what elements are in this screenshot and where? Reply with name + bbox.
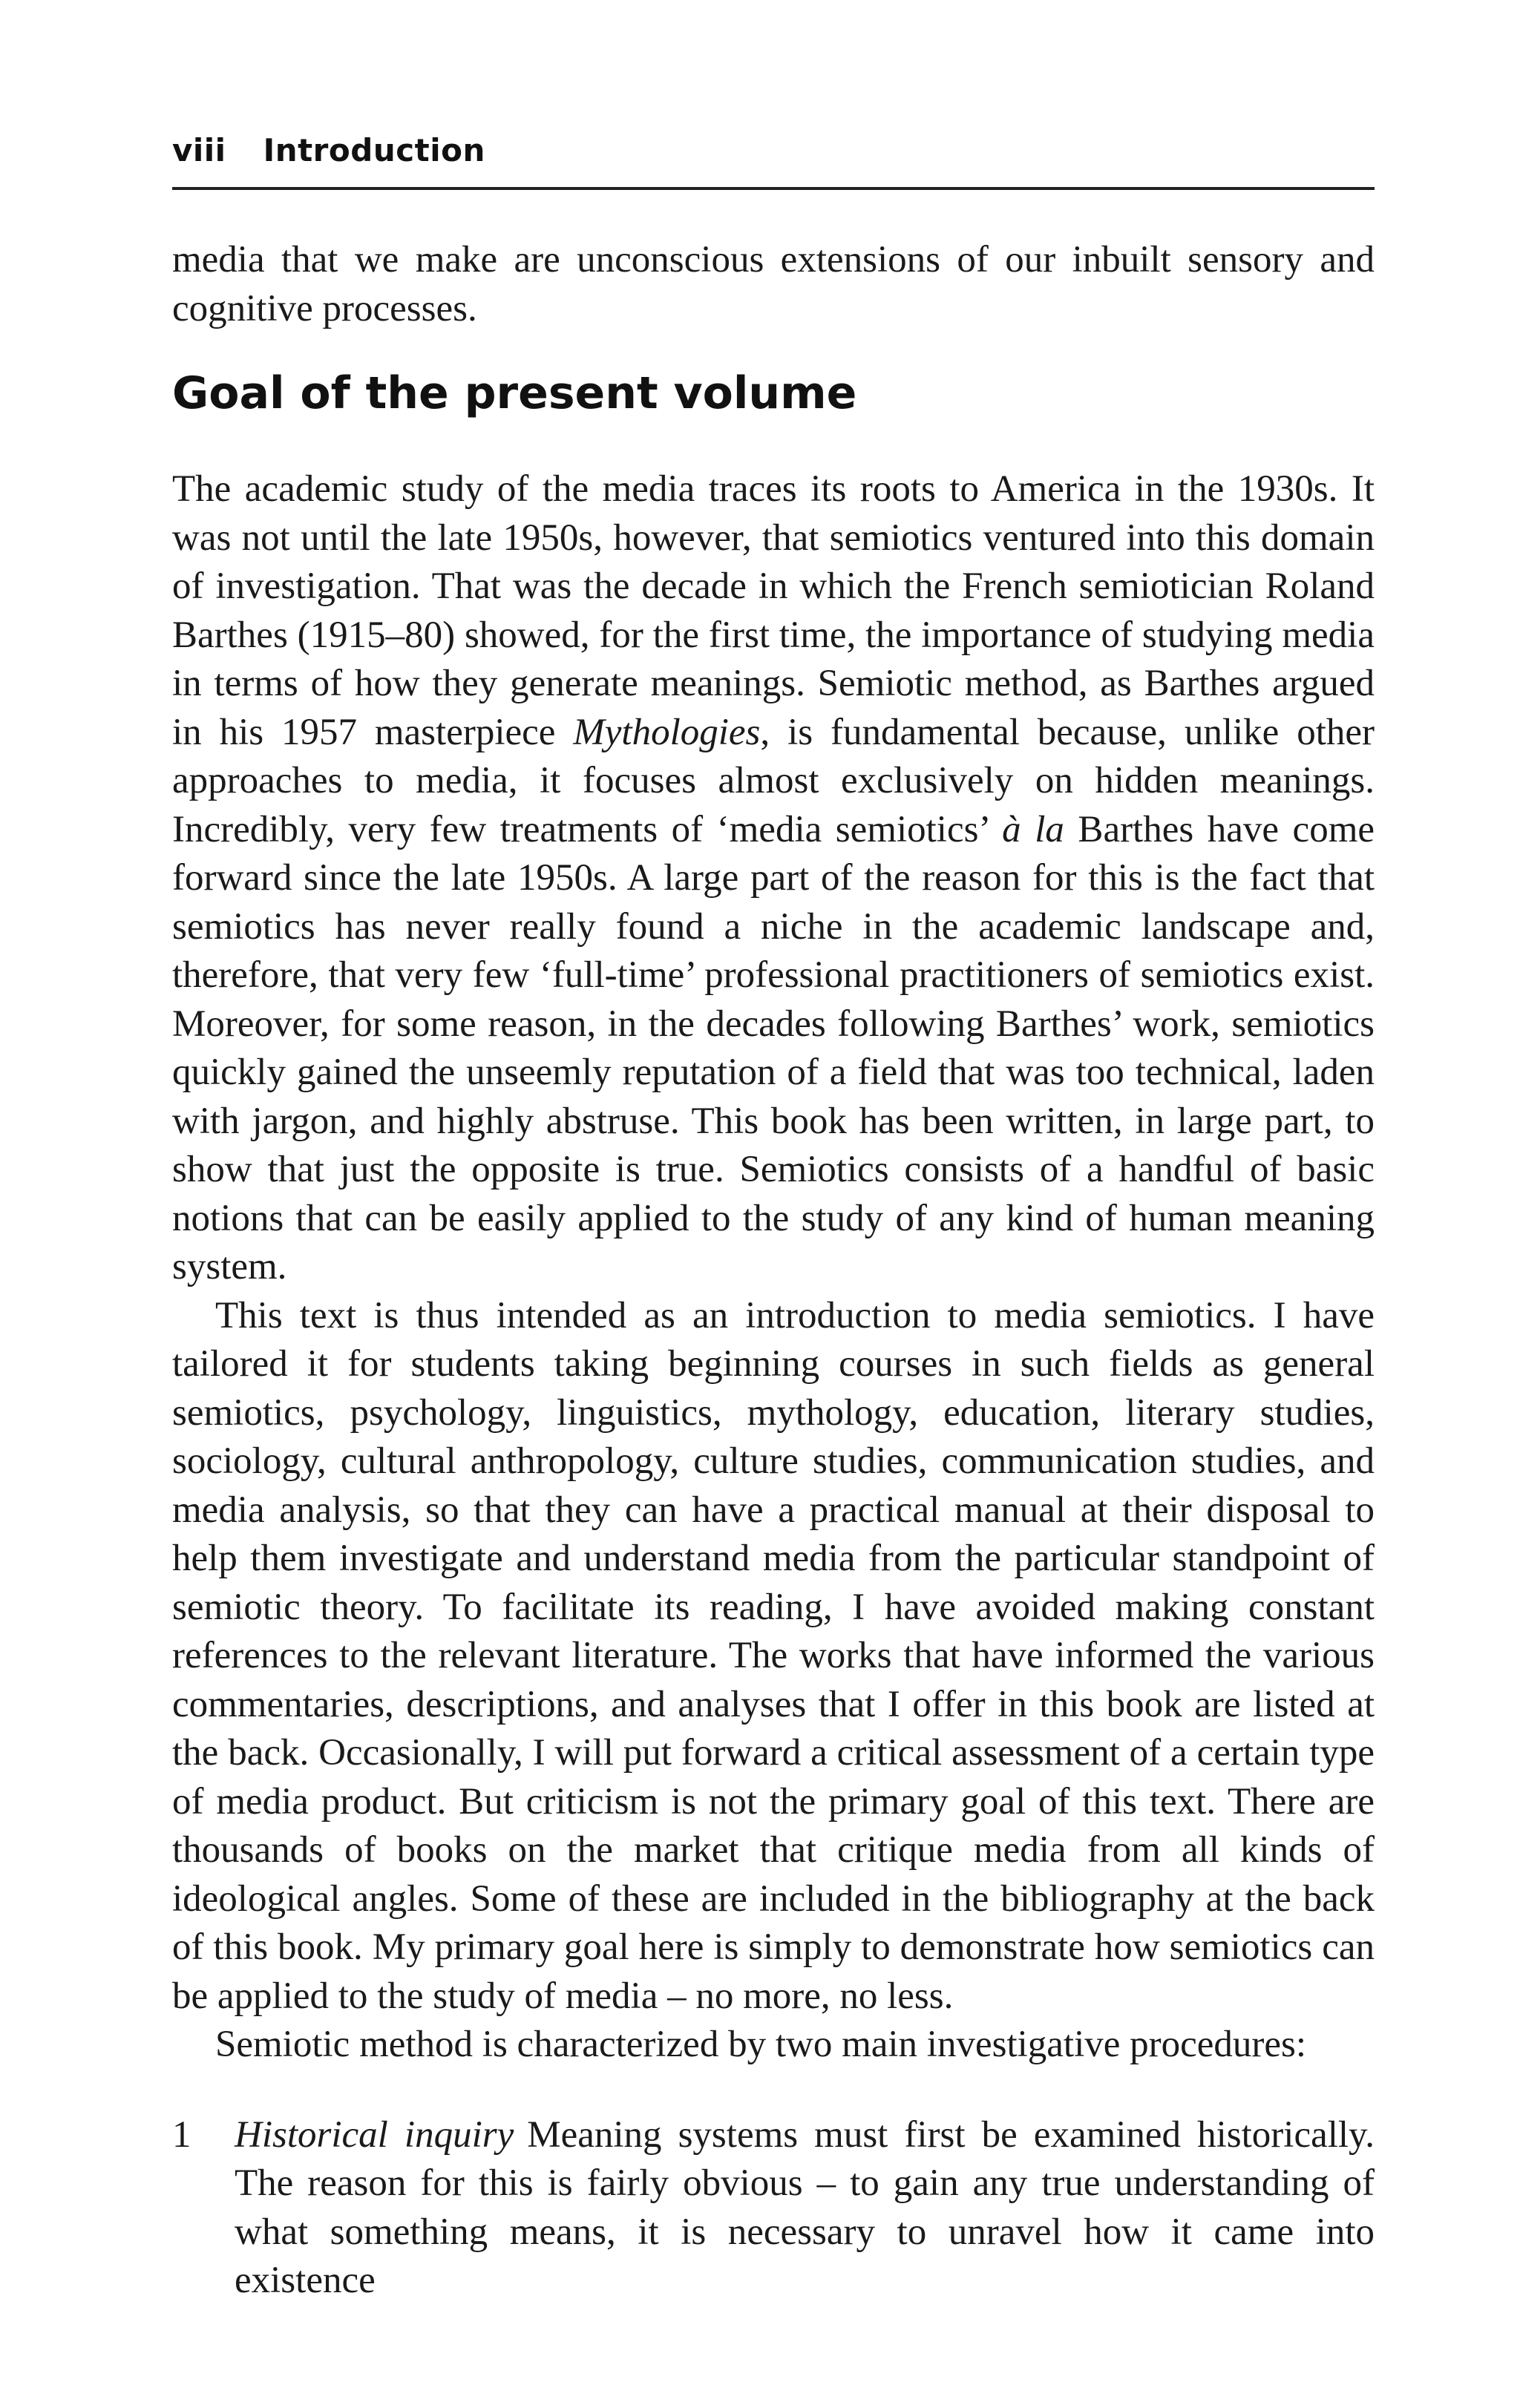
list-item-text: Meaning systems must first be examined historically. The reason for this is fairly obvious – to gain any true understanding of what something means, it is necessary to unravel how it came into existence <box>235 2113 1375 2301</box>
paragraph-2: This text is thus intended as an introduction to media semiotics. I have tailored it for students taking beginning courses in such fields as general semiotics, psychology, linguistics, mythology, education, literary studies, sociology, cultural anthropology, culture studies, communication studies, and media analysis, so that they can have a practical manual at their disposal to help them investigate and understand media from the particular standpoint of semiotic theory. To facilitate its reading, I have avoided making constant references to the relevant literature. The works that have informed the various commentaries, descriptions, and analyses that I offer in this book are listed at the back. Occasionally, I will put forward a critical assessment of a certain type of media product. But criticism is not the primary goal of this text. There are thousands of books on the market that critique media from all kinds of ideological angles. Some of these are included in the bibliography at the back of this book. My primary goal here is simply to demonstrate how semiotics can be applied to the study of media – no more, no less. <box>172 1294 1375 2017</box>
list-item <box>172 2111 1375 2306</box>
header-rule <box>172 187 1375 190</box>
section-heading: Goal of the present volume <box>172 367 857 419</box>
book-title-mythologies: Mythologies <box>573 711 761 753</box>
paragraph-1-part-2: , is fundamental because, unlike other approaches to media, it focuses almost exclusively on hidden meanings. Incredibly, very few treatments of ‘media semiotics’ <box>172 711 1375 850</box>
list-item-term: Historical inquiry <box>235 2113 514 2156</box>
continued-paragraph: media that we make are unconscious extensions of our inbuilt sensory and cognitive processes. <box>172 239 1375 329</box>
running-head-title: Introduction <box>263 132 485 168</box>
body-text <box>172 236 1375 2306</box>
paragraph-1 <box>172 465 1375 1292</box>
list-item-number: 1 <box>172 2113 191 2156</box>
paragraph-1-part-1: The academic study of the media traces its roots to America in the 1930s. It was not until the late 1950s, however, that semiotics ventured into this domain of investigation. That was the decade in which the French semiotician Roland Barthes (1915–80) showed, for the first time, the importance of studying media in terms of how they generate meanings. Semiotic method, as Barthes argued in his 1957 masterpiece <box>172 468 1375 753</box>
procedures-list <box>172 2111 1375 2306</box>
page-number: viii <box>172 132 226 168</box>
paragraph-3: Semiotic method is characterized by two main investigative procedures: <box>215 2024 1307 2065</box>
italic-phrase-a-la: à la <box>1002 808 1064 850</box>
paragraph-1-part-3: Barthes have come forward since the late 1950s. A large part of the reason for this is the fact that semiotics has never really found a niche in the academic landscape and, therefore, that very few ‘full-time’ professional practitioners of semiotics exist. Moreover, for some reason, in the decades following Barthes’ work, semiotics quickly gained the unseemly reputation of a field that was too technical, laden with jargon, and highly abstruse. This book has been written, in large part, to show that just the opposite is true. Semiotics consists of a handful of basic notions that can be easily applied to the study of any kind of human meaning system. <box>172 808 1375 1287</box>
running-head <box>172 132 485 168</box>
